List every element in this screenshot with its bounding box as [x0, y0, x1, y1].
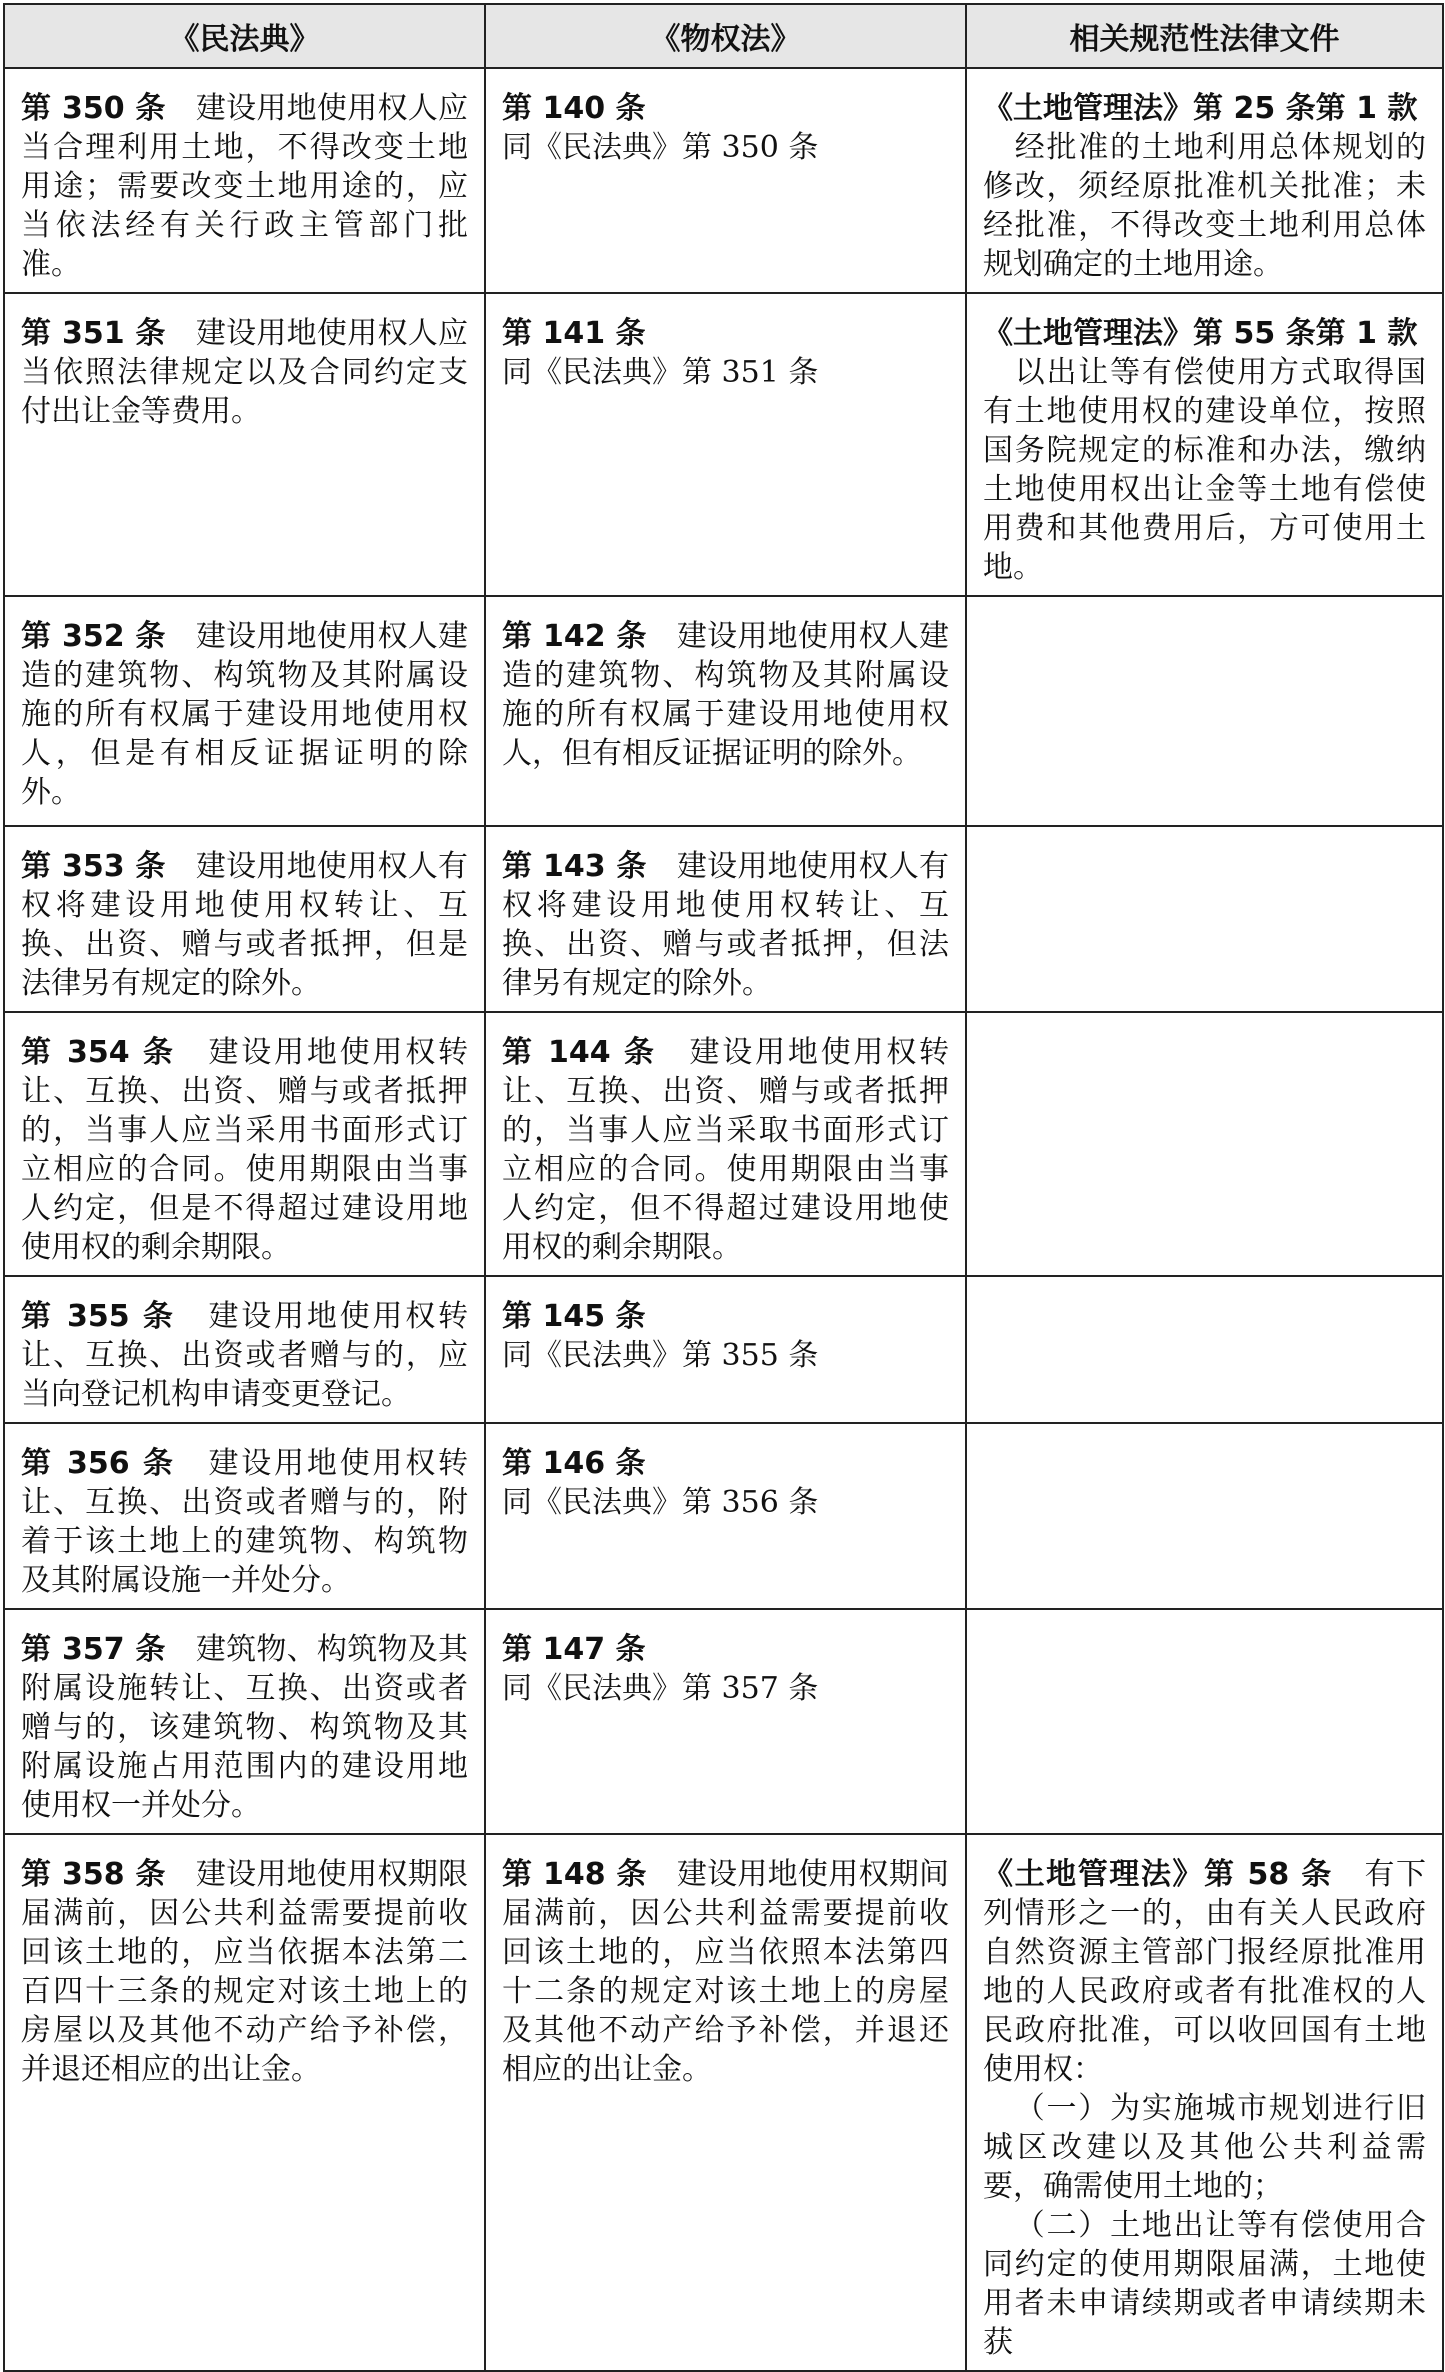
related-doc-cell	[966, 1834, 1443, 2371]
related-doc-cell	[966, 68, 1443, 293]
article-text: 建设用地使用权转让、互换、出资或者赠与的，附着于该土地上的建筑物、构筑物及其附属设施一并处分。	[21, 1446, 469, 1598]
article-text: 建设用地使用权人有权将建设用地使用权转让、互换、出资、赠与或者抵押，但是法律另有规定的除外。	[21, 849, 469, 1001]
article-number: 第 350 条	[21, 91, 166, 126]
property-law-cell	[485, 826, 966, 1012]
table-row	[4, 596, 1443, 826]
article-text: 建设用地使用权转让、互换、出资或者赠与的，应当向登记机构申请变更登记。	[21, 1299, 469, 1412]
property-law-cell	[485, 1609, 966, 1834]
article-text: 建设用地使用权期间届满前，因公共利益需要提前收回该土地的，应当依照本法第四十二条的规定对该土地上的房屋及其他不动产给予补偿，并退还相应的出让金。	[502, 1857, 950, 2087]
article-number: 第 145 条	[502, 1299, 646, 1334]
related-law-reference: 《土地管理法》第 55 条第 1 款	[983, 316, 1418, 351]
article-number: 第 353 条	[21, 849, 166, 884]
article-text: 同《民法典》第 357 条	[502, 1671, 819, 1706]
related-doc-cell	[966, 1609, 1443, 1834]
related-doc-cell	[966, 1423, 1443, 1609]
article-text: 建设用地使用权人建造的建筑物、构筑物及其附属设施的所有权属于建设用地使用权人，但有相反证据证明的除外。	[502, 619, 950, 771]
table-row	[4, 1609, 1443, 1834]
civil-code-cell	[4, 1609, 485, 1834]
article-number: 第 140 条	[502, 91, 646, 126]
civil-code-cell	[4, 1834, 485, 2371]
article-number: 第 142 条	[502, 619, 647, 654]
article-text: 建设用地使用权人有权将建设用地使用权转让、互换、出资、赠与或者抵押，但法律另有规定的除外。	[502, 849, 950, 1001]
related-law-item: （二）土地出让等有偿使用合同约定的使用期限届满，土地使用者未申请续期或者申请续期未获	[983, 2208, 1426, 2360]
property-law-cell	[485, 68, 966, 293]
article-text: 建设用地使用权转让、互换、出资、赠与或者抵押的，当事人应当采取书面形式订立相应的合同。使用期限由当事人约定，但不得超过建设用地使用权的剩余期限。	[502, 1035, 950, 1265]
article-text: 建设用地使用权人建造的建筑物、构筑物及其附属设施的所有权属于建设用地使用权人，但是有相反证据证明的除外。	[21, 619, 469, 810]
related-law-text: 经批准的土地利用总体规划的修改，须经原批准机关批准；未经批准，不得改变土地利用总体规划确定的土地用途。	[983, 130, 1426, 282]
article-number: 第 355 条	[21, 1299, 176, 1334]
table-row	[4, 1423, 1443, 1609]
civil-code-cell	[4, 293, 485, 596]
article-text: 同《民法典》第 350 条	[502, 130, 819, 165]
civil-code-cell	[4, 1012, 485, 1276]
article-number: 第 358 条	[21, 1857, 166, 1892]
article-number: 第 144 条	[502, 1035, 657, 1070]
article-text: 同《民法典》第 356 条	[502, 1485, 819, 1520]
header-related-documents: 相关规范性法律文件	[966, 4, 1443, 68]
article-number: 第 354 条	[21, 1035, 176, 1070]
article-text: 建筑物、构筑物及其附属设施转让、互换、出资或者赠与的，该建筑物、构筑物及其附属设施占用范围内的建设用地使用权一并处分。	[21, 1632, 469, 1823]
property-law-cell	[485, 293, 966, 596]
article-number: 第 141 条	[502, 316, 646, 351]
related-law-text: 有下列情形之一的，由有关人民政府自然资源主管部门报经原批准用地的人民政府或者有批准权的人民政府批准，可以收回国有土地使用权：	[983, 1857, 1427, 2087]
civil-code-cell	[4, 826, 485, 1012]
header-property-law: 《物权法》	[485, 4, 966, 68]
civil-code-cell	[4, 1276, 485, 1423]
article-number: 第 146 条	[502, 1446, 646, 1481]
civil-code-cell	[4, 1423, 485, 1609]
article-text: 建设用地使用权人应当合理利用土地，不得改变土地用途；需要改变土地用途的，应当依法经有关行政主管部门批准。	[21, 91, 469, 282]
article-number: 第 356 条	[21, 1446, 176, 1481]
table-row	[4, 1834, 1443, 2371]
table-row	[4, 1276, 1443, 1423]
table-row	[4, 68, 1443, 293]
related-law-item: （一）为实施城市规划进行旧城区改建以及其他公共利益需要，确需使用土地的；	[983, 2091, 1426, 2204]
property-law-cell	[485, 1834, 966, 2371]
article-number: 第 352 条	[21, 619, 166, 654]
property-law-cell	[485, 1423, 966, 1609]
related-doc-cell	[966, 826, 1443, 1012]
related-doc-cell	[966, 293, 1443, 596]
civil-code-cell	[4, 596, 485, 826]
related-doc-cell	[966, 1276, 1443, 1423]
table-row	[4, 293, 1443, 596]
property-law-cell	[485, 596, 966, 826]
article-text: 建设用地使用权转让、互换、出资、赠与或者抵押的，当事人应当采用书面形式订立相应的合同。使用期限由当事人约定，但是不得超过建设用地使用权的剩余期限。	[21, 1035, 469, 1265]
civil-code-cell	[4, 68, 485, 293]
law-comparison-table	[3, 3, 1444, 2372]
article-text: 同《民法典》第 355 条	[502, 1338, 819, 1373]
article-text: 同《民法典》第 351 条	[502, 355, 819, 390]
related-law-reference: 《土地管理法》第 25 条第 1 款	[983, 91, 1418, 126]
article-number: 第 357 条	[21, 1632, 166, 1667]
related-law-reference: 《土地管理法》第 58 条	[983, 1857, 1333, 1892]
article-number: 第 351 条	[21, 316, 166, 351]
article-number: 第 148 条	[502, 1857, 647, 1892]
header-row	[4, 4, 1443, 68]
article-text: 建设用地使用权期限届满前，因公共利益需要提前收回该土地的，应当依据本法第二百四十三条的规定对该土地上的房屋以及其他不动产给予补偿，并退还相应的出让金。	[21, 1857, 469, 2087]
article-number: 第 143 条	[502, 849, 647, 884]
property-law-cell	[485, 1012, 966, 1276]
article-text: 建设用地使用权人应当依照法律规定以及合同约定支付出让金等费用。	[21, 316, 469, 429]
header-civil-code: 《民法典》	[4, 4, 485, 68]
property-law-cell	[485, 1276, 966, 1423]
related-doc-cell	[966, 1012, 1443, 1276]
table-row	[4, 826, 1443, 1012]
article-number: 第 147 条	[502, 1632, 646, 1667]
related-law-text: 以出让等有偿使用方式取得国有土地使用权的建设单位，按照国务院规定的标准和办法，缴纳土地使用权出让金等土地有偿使用费和其他费用后，方可使用土地。	[983, 355, 1426, 585]
related-doc-cell	[966, 596, 1443, 826]
table-row	[4, 1012, 1443, 1276]
